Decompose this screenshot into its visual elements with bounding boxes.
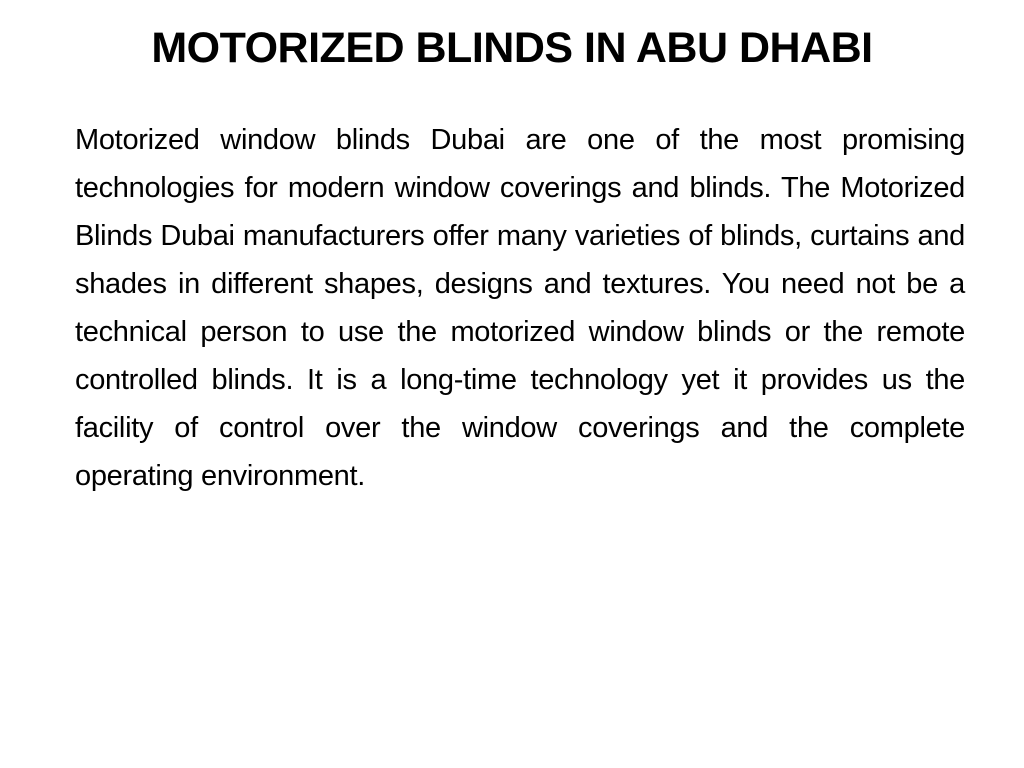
slide-body-text: Motorized window blinds Dubai are one of the most promising technologies for modern window coverings and blinds. The Motorized Blinds Dubai manufacturers offer many varieties of blinds, curtains and shades in different shapes, designs and textures. You need not be a technical person to use the motorized window blinds or the remote controlled blinds. It is a long-time technology yet it provides us the facility of control over the window coverings and the complete operating environment. [75,124,965,492]
slide-title: MOTORIZED BLINDS IN ABU DHABI [151,24,873,72]
